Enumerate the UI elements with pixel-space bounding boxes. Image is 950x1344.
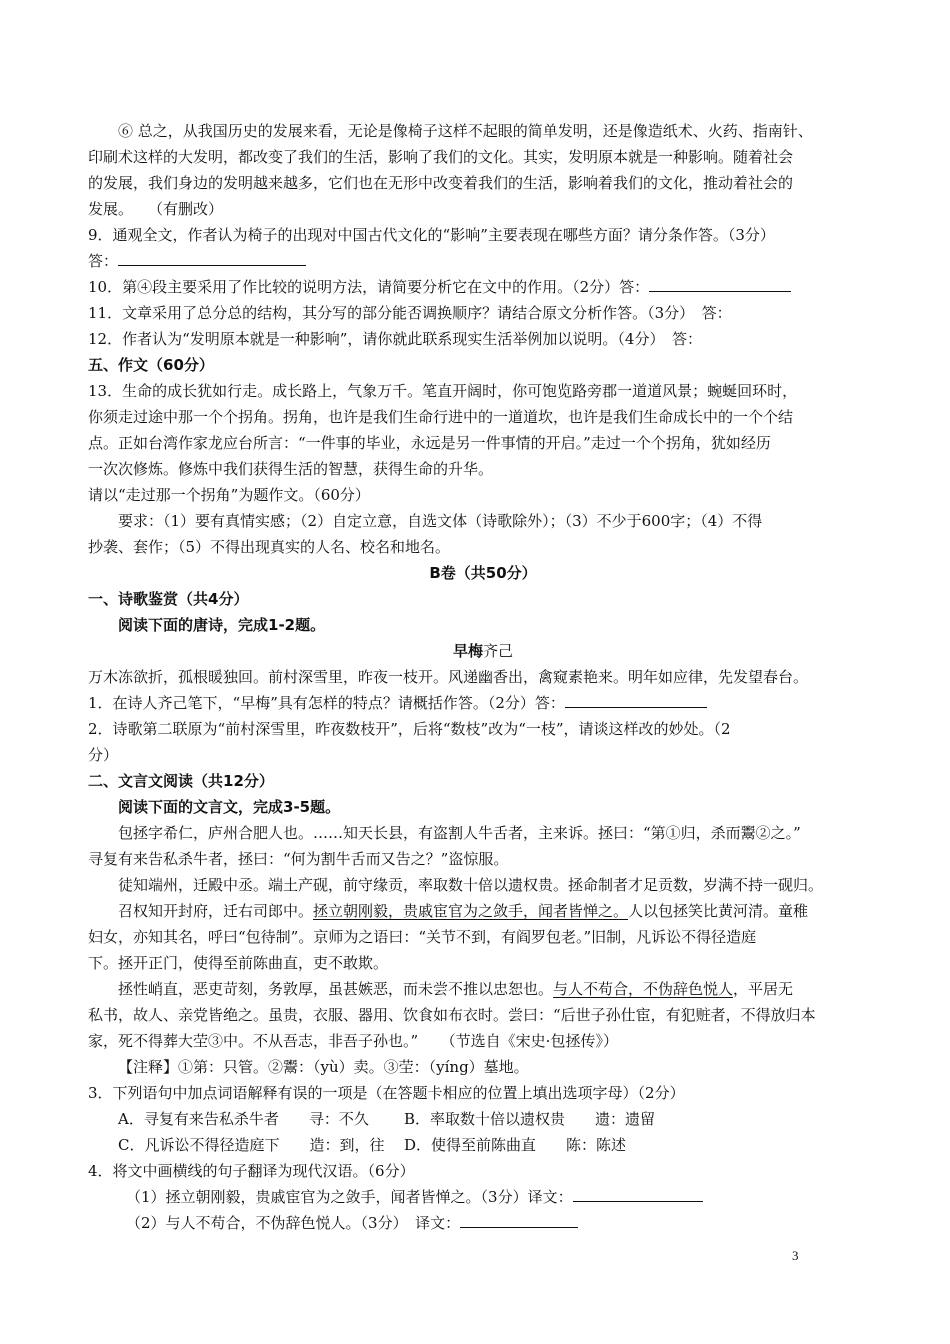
part-b2-title: 二、文言文阅读（共12分） (88, 772, 274, 790)
question-b4-item-1-text: （1）拯立朝刚毅，贵戚宦官为之敛手，闻者皆惮之。（3分）译文： (126, 1188, 573, 1206)
poem-heading (88, 638, 878, 664)
question-10-text: 10．第④段主要采用了作比较的说明方法，请简要分析它在文中的作用。（2分）答： (88, 278, 650, 296)
classical-p3-line-1 (88, 898, 878, 924)
question-9-answer (88, 248, 878, 274)
poem-text: 万木冻欲折，孤根暖独回。前村深雪里，昨夜一枝开。风递幽香出，禽窥素艳来。明年如应律，先发望春台。 (88, 668, 809, 686)
question-b1-text: 1．在诗人齐己笔下，“早梅”具有怎样的特点？请概括作答。（2分）答： (88, 694, 565, 712)
section-5-title: 五、作文（60分） (88, 356, 214, 374)
classical-p4-line-1 (88, 976, 878, 1002)
question-b2-line-2: 分） (88, 746, 119, 764)
question-13-requirements-1: 要求：（1）要有真情实感；（2）自定立意，自选文体（诗歌除外）；（3）不少于600字；（4）不得 (118, 512, 763, 530)
classical-p2: 徒知端州，迁殿中丞。端土产砚，前守缘贡，率取数十倍以遗权贵。拯命制者才足贡数，岁满不持一砚归。 (118, 876, 824, 894)
exam-page (88, 118, 878, 1236)
question-b3-options-ab (88, 1106, 878, 1132)
answer-blank[interactable] (649, 275, 791, 292)
question-b4-item-2 (88, 1210, 878, 1236)
underlined-sentence-1: 拯立朝刚毅，贵戚宦官为之敛手，闻者皆惮之。 (313, 902, 629, 920)
classical-p1-line-2: 寻复有来告私杀牛者，拯曰：“何为割牛舌而又告之？”盗惊服。 (88, 850, 509, 868)
para6-line-4: 发展。 （有删改） (88, 200, 224, 218)
answer-blank[interactable] (573, 1185, 703, 1202)
classical-p3-line-2: 妇女，亦知其名，呼曰“包待制”。京师为之语曰：“关节不到，有阎罗包老。”旧制，凡诉讼不得径造庭 (88, 928, 757, 946)
answer-blank[interactable] (118, 249, 306, 266)
question-b1 (88, 690, 878, 716)
para6-line-2: 印刷术这样的大发明，都改变了我们的生活，影响了我们的文化。其实，发明原本就是一种影响。随着社会 (88, 148, 794, 166)
question-b2-line-1: 2．诗歌第二联原为“前村深雪里，昨夜数枝开”，后将“数枝”改为“一枝”，请谈这样改的妙处。（2 (88, 720, 731, 738)
text-span: 召权知开封府，迁右司郎中。 (118, 902, 314, 920)
poem-author: 齐己 (483, 642, 514, 660)
classical-p4-line-2: 私书，故人、亲党皆绝之。虽贵，衣服、器用、饮食如布衣时。尝曰：“后世子孙仕宦，有犯赃者，不得放归本 (88, 1006, 816, 1024)
question-b4-item-1 (88, 1184, 878, 1210)
option-c: C．凡诉讼不得径造庭下 造：到，往 (118, 1136, 385, 1154)
classical-notes: 【注释】①第：只管。②鬻：（yù）卖。③茔：（yíng）墓地。 (118, 1058, 529, 1076)
answer-blank[interactable] (460, 1211, 578, 1228)
question-12: 12．作者认为“发明原本就是一种影响”，请你就此联系现实生活举例加以说明。（4分） 答： (88, 330, 702, 348)
page-number: 3 (792, 1248, 799, 1263)
question-13-prompt: 请以“走过那一个拐角”为题作文。（60分） (88, 486, 370, 504)
question-9: 9．通观全文，作者认为椅子的出现对中国古代文化的“影响”主要表现在哪些方面？请分条作答。（3分） (88, 226, 775, 244)
answer-blank[interactable] (565, 691, 707, 708)
text-span: ，平居无 (733, 980, 794, 998)
classical-p4-line-3: 家，死不得葬大茔③中。不从吾志，非吾子孙也。” （节选自《宋史·包拯传》） (88, 1032, 618, 1050)
question-b4-item-2-text: （2）与人不苟合，不伪辞色悦人。（3分） 译文： (126, 1214, 461, 1232)
para6-line-1: ⑥ 总之，从我国历史的发展来看，无论是像椅子这样不起眼的简单发明，还是像造纸术、火药、指南针、 (118, 122, 813, 140)
question-13-requirements-2: 抄袭、套作；（5）不得出现真实的人名、校名和地名。 (88, 538, 451, 556)
question-10 (88, 274, 878, 300)
question-13-line-3: 点。正如台湾作家龙应台所言：“一件事的毕业，永远是另一件事情的开启。”走过一个个拐角，犹如经历 (88, 434, 771, 452)
question-13-line-4: 一次次修炼。修炼中我们获得生活的智慧，获得生命的升华。 (88, 460, 494, 478)
text-span: 拯性峭直，恶吏苛刻，务敦厚，虽甚嫉恶，而未尝不推以忠恕也。 (118, 980, 554, 998)
option-d: D．使得至前陈曲直 陈：陈述 (404, 1136, 627, 1154)
question-b3-options-cd (88, 1132, 878, 1158)
question-13-line-1: 13．生命的成长犹如行走。成长路上，气象万千。笔直开阔时，你可饱览路旁郡一道道风景；蜿蜒回环时， (88, 382, 798, 400)
option-b: B．率取数十倍以遗权贵 遗：遗留 (404, 1110, 656, 1128)
underlined-sentence-2: 与人不苟合，不伪辞色悦人 (553, 980, 734, 998)
question-b3: 3．下列语句中加点词语解释有误的一项是（在答题卡相应的位置上填出选项字母）（2分） (88, 1084, 685, 1102)
classical-p3-line-3: 下。拯开正门，使得至前陈曲直，吏不敢欺。 (88, 954, 389, 972)
part-b2-instruction: 阅读下面的文言文，完成3-5题。 (118, 798, 341, 816)
question-11: 11．文章采用了总分总的结构，其分写的部分能否调换顺序？请结合原文分析作答。（3分） 答： (88, 304, 732, 322)
volume-b-title: B卷（共50分） (429, 564, 537, 582)
question-13-line-2: 你须走过途中那一个个拐角。拐角，也许是我们生命行进中的一道道坎，也许是我们生命成长中的一个个结 (88, 408, 794, 426)
option-a: A．寻复有来告私杀牛者 寻：不久 (118, 1110, 369, 1128)
part-b1-instruction: 阅读下面的唐诗，完成1-2题。 (118, 616, 326, 634)
poem-title: 早梅 (452, 642, 483, 660)
classical-p1-line-1: 包拯字希仁，庐州合肥人也。……知天长县，有盗割人牛舌者，主来诉。拯曰：“第①归，杀而鬻②之。” (118, 824, 801, 842)
text-span: 人以包拯笑比黄河清。童稚 (628, 902, 809, 920)
para6-line-3: 的发展，我们身边的发明越来越多，它们也在无形中改变着我们的生活，影响着我们的文化，推动着社会的 (88, 174, 794, 192)
question-b4: 4．将文中画横线的句子翻译为现代汉语。（6分） (88, 1162, 415, 1180)
part-b1-title: 一、诗歌鉴赏（共4分） (88, 590, 249, 608)
answer-label: 答： (88, 252, 119, 270)
